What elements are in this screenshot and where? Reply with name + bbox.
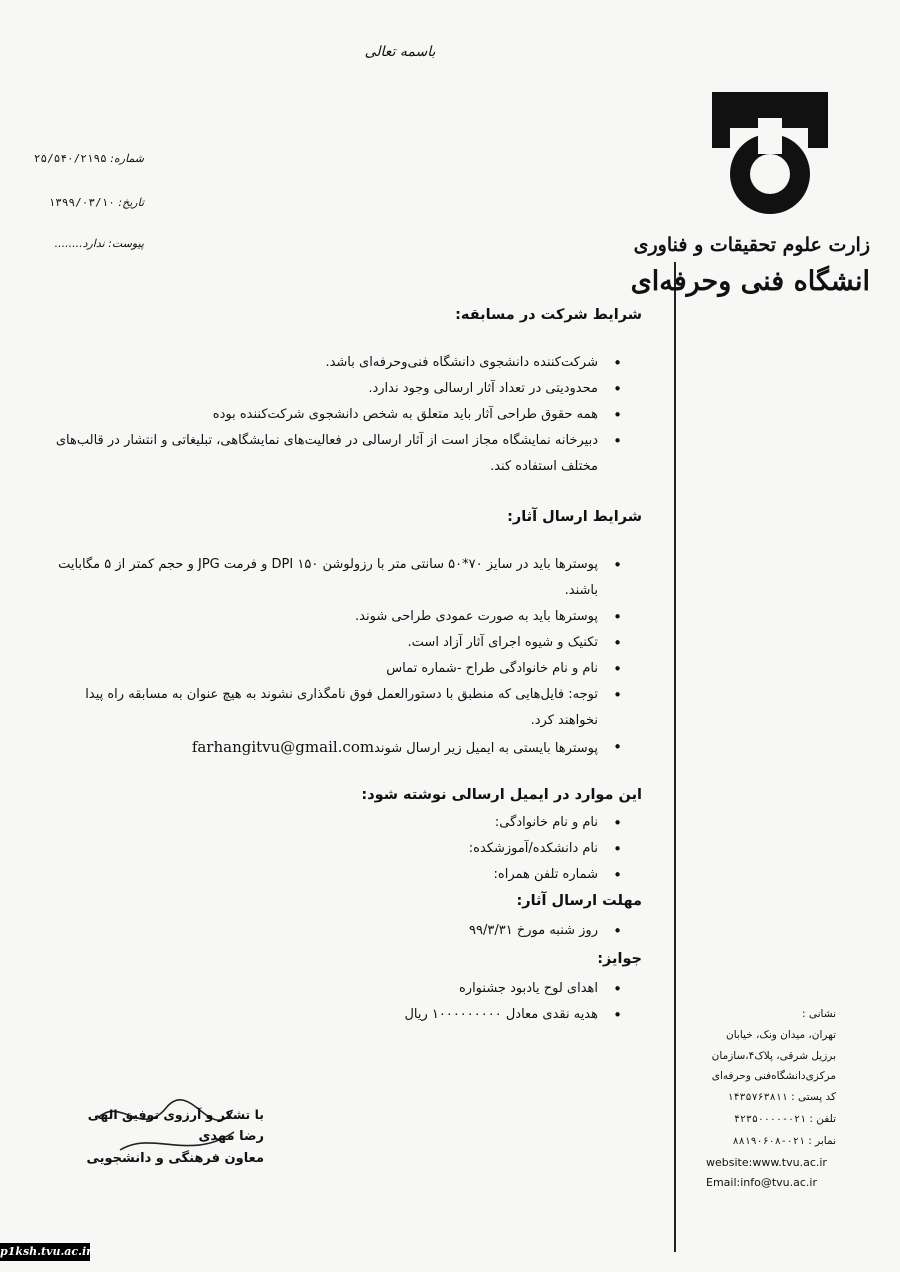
attachment-label: پیوست: xyxy=(108,237,144,250)
fax-value: ۰۲۱-۸۸۱۹۰۶۰۸ xyxy=(732,1135,805,1147)
address-line: مرکزی‌دانشگاه‌فنی وحرفه‌ای xyxy=(711,1070,836,1083)
list-item: • هدیه نقدی معادل ۱۰۰۰۰۰۰۰۰۰ ریال xyxy=(50,1002,642,1028)
university-name: انشگاه فنی وحرفه‌ای xyxy=(630,266,870,297)
email-instruction: پوسترها بایستی به ایمیل زیر ارسال شوند xyxy=(374,741,598,756)
closing-line: با تشکر و آرزوی توفیق الهی xyxy=(87,1107,264,1122)
submission-email[interactable]: farhangitvu@gmail.com xyxy=(191,738,375,756)
contact-info xyxy=(706,1004,836,1194)
address-line: برزیل شرقی، پلاک۴،سازمان xyxy=(711,1049,836,1062)
address-line: تهران، میدان ونک، خیابان xyxy=(726,1028,836,1041)
list-item: • شرکت‌کننده دانشجوی دانشگاه فنی‌وحرفه‌ای باشد. xyxy=(50,350,642,376)
list-item: • نام دانشکده/آموزشکده: xyxy=(50,836,642,862)
address-label: نشانی : xyxy=(801,1008,836,1020)
participation-heading: شرایط شرکت در مسابقه: xyxy=(455,307,642,323)
signatory-name: رضا مهدی xyxy=(198,1129,264,1144)
letter-number-label: شماره: xyxy=(110,152,144,165)
postal-code xyxy=(706,1087,836,1109)
submission-list xyxy=(50,552,642,762)
phone-value: ۰۲۱-۴۲۳۵۰۰۰۰ xyxy=(733,1113,807,1125)
list-item xyxy=(50,734,642,762)
letter-date-label: تاریخ: xyxy=(118,196,144,209)
prizes-list xyxy=(50,976,642,1028)
letter-date xyxy=(14,196,144,209)
ministry-name: زارت علوم تحقیقات و فناوری xyxy=(633,234,870,256)
email-contents-heading: این موارد در ایمیل ارسالی نوشته شود: xyxy=(361,787,642,803)
signatory-title: معاون فرهنگی و دانشجویی xyxy=(86,1151,264,1166)
deadline-heading: مهلت ارسال آثار: xyxy=(516,893,642,909)
attachment-value: ندارد........ xyxy=(54,237,105,250)
phone-label: تلفن : xyxy=(809,1112,836,1125)
submission-heading: شرایط ارسال آثار: xyxy=(507,509,642,525)
signature-text xyxy=(60,1104,264,1170)
postal-code-value: ۱۴۳۵۷۶۳۸۱۱ xyxy=(727,1092,788,1104)
letter-attachment xyxy=(14,237,144,250)
list-item: • نام و نام خانوادگی: xyxy=(50,810,642,836)
letter-number-value: ۲۵/۵۴۰/۲۱۹۵ xyxy=(33,152,107,165)
contact-email-link[interactable]: Email:info@tvu.ac.ir xyxy=(706,1176,818,1190)
list-item: • نام و نام خانوادگی طراح -شماره تماس xyxy=(50,656,642,682)
university-logo xyxy=(700,78,840,228)
letter-body xyxy=(50,302,642,1028)
list-item: • توجه: فایل‌هایی که منطبق با دستورالعمل فوق نامگذاری نشوند به هیچ عنوان به مسابقه راه پیدا نخواهند کرد. xyxy=(50,682,642,734)
list-item: • شماره تلفن همراه: xyxy=(50,862,642,888)
website-link[interactable]: website:www.tvu.ac.ir xyxy=(706,1155,827,1169)
list-item: • اهدای لوح یادبود جشنواره xyxy=(50,976,642,1002)
participation-list xyxy=(50,350,642,480)
signature-block xyxy=(60,1090,264,1190)
deadline-list xyxy=(50,918,642,944)
prizes-heading: جوایز: xyxy=(597,951,642,967)
basmala: باسمه تعالی xyxy=(364,44,436,60)
email-contents-list xyxy=(50,810,642,888)
list-item: • همه حقوق طراحی آثار باید متعلق به شخص دانشجوی شرکت‌کننده بوده xyxy=(50,402,642,428)
list-item: • محدودیتی در تعداد آثار ارسالی وجود ندارد. xyxy=(50,376,642,402)
postal-code-label: کد پستی : xyxy=(791,1091,836,1104)
margin-rule xyxy=(674,262,676,1252)
source-watermark: p1ksh.tvu.ac.ir xyxy=(0,1243,90,1261)
fax-label: نمابر : xyxy=(808,1134,836,1147)
list-item: • پوسترها باید در سایز ۷۰*۵۰ سانتی متر با رزولوشن ۱۵۰ DPI و فرمت JPG و حجم کمتر از ۵ مگابایت باشند. xyxy=(50,552,642,604)
phone xyxy=(706,1109,836,1131)
list-item: • روز شنبه مورخ ۹۹/۳/۳۱ xyxy=(50,918,642,944)
fax xyxy=(706,1131,836,1153)
letter-number xyxy=(14,152,144,165)
list-item: • پوسترها باید به صورت عمودی طراحی شوند. xyxy=(50,604,642,630)
list-item: • دبیرخانه نمایشگاه مجاز است از آثار ارسالی در فعالیت‌های نمایشگاهی، تبلیغاتی و انتشار در قالب‌های مختلف استفاده کند. xyxy=(50,428,642,480)
list-item: • تکنیک و شیوه اجرای آثار آزاد است. xyxy=(50,630,642,656)
letter-date-value: ۱۳۹۹/۰۳/۱۰ xyxy=(48,196,115,209)
